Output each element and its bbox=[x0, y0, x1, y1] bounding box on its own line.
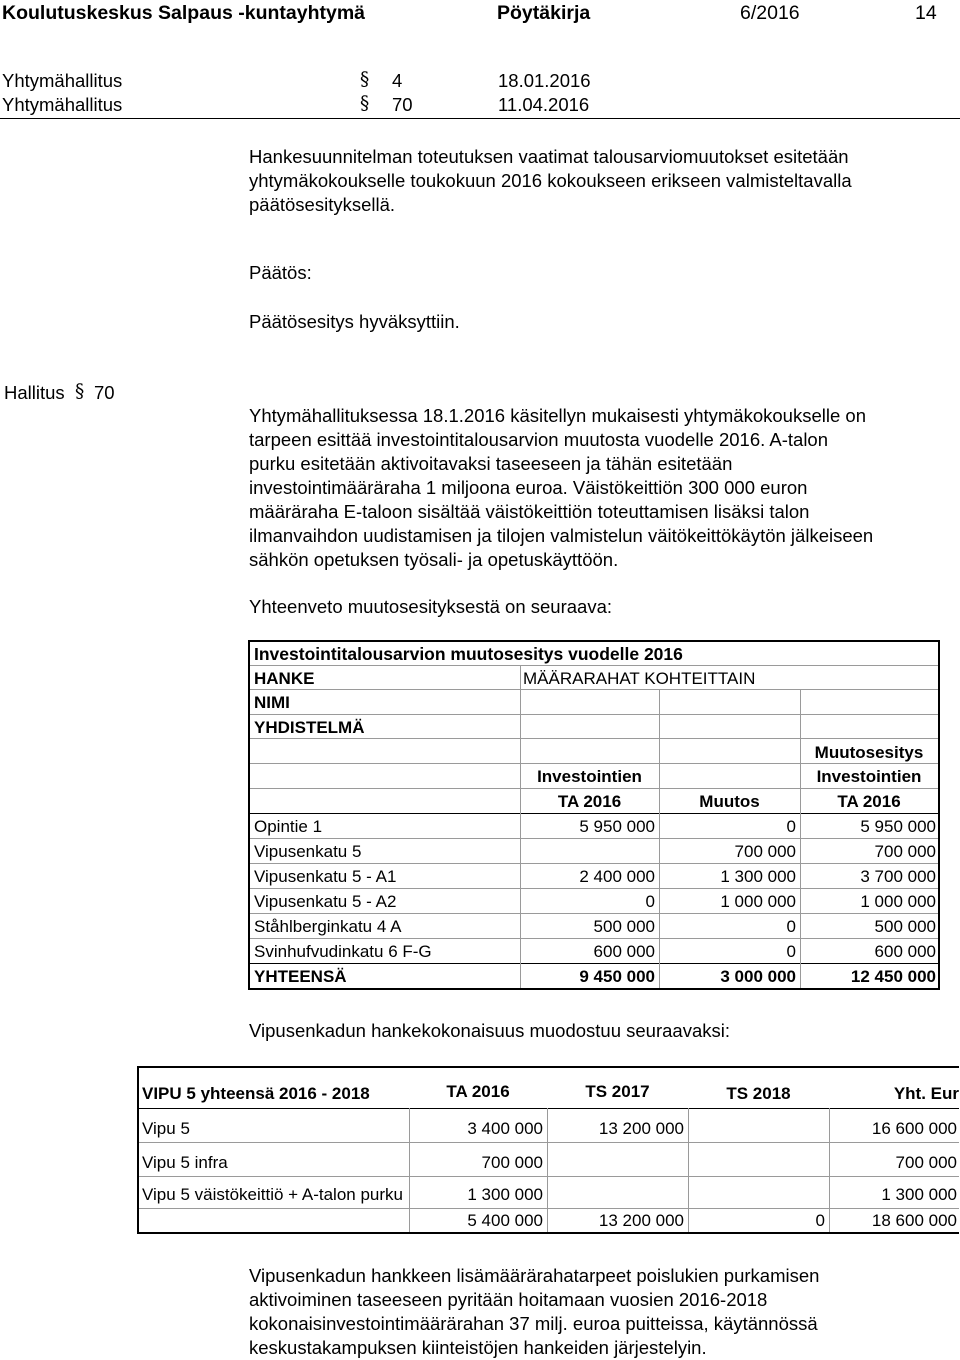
col-header-total: Yht. Eur bbox=[893, 1084, 959, 1103]
org-name: Koulutuskeskus Salpaus -kuntayhtymä bbox=[2, 2, 366, 24]
text-line: sähkön opetuksen työsali- ja opetuskäyttöön. bbox=[249, 549, 619, 570]
row-total: 700 000 bbox=[895, 1153, 957, 1172]
header-investointien: Investointien bbox=[816, 767, 922, 786]
ref-number: 70 bbox=[392, 94, 413, 115]
paragraph-hallitus bbox=[249, 404, 954, 572]
text-line: purku esitetään aktivoitavaksi taseeseen ja tähän esitetään bbox=[249, 453, 733, 474]
text-line: määräraha E-taloon sisältää väistökeittiön toteuttamisen lisäksi talon bbox=[249, 501, 810, 522]
section-sign: § bbox=[360, 93, 370, 114]
row-ts2018: 0 bbox=[815, 1211, 825, 1230]
header-divider bbox=[0, 118, 960, 119]
row-name: Vipu 5 bbox=[142, 1119, 190, 1138]
header-muutosesitys: Muutosesitys bbox=[814, 743, 924, 762]
hallitus-label: Hallitus bbox=[4, 382, 65, 403]
section-sign: § bbox=[360, 69, 370, 90]
table-title: Investointitalousarvion muutosesitys vuodelle 2016 bbox=[254, 644, 683, 664]
total-new: 12 450 000 bbox=[850, 967, 936, 986]
text-line: Hankesuunnitelman toteutuksen vaatimat talousarviomuutokset esitetään bbox=[249, 146, 849, 167]
row-ta: 0 bbox=[645, 892, 655, 911]
row-total: 16 600 000 bbox=[871, 1119, 957, 1138]
row-name: Vipusenkatu 5 - A1 bbox=[254, 867, 397, 886]
ref-body: Yhtymähallitus bbox=[2, 94, 123, 115]
row-name: Vipusenkatu 5 - A2 bbox=[254, 892, 397, 911]
header-ta-2016: TA 2016 bbox=[557, 792, 622, 811]
row-muutos: 0 bbox=[786, 942, 796, 961]
col-header-ts2018: TS 2018 bbox=[726, 1084, 791, 1103]
row-total: 1 300 000 bbox=[881, 1185, 957, 1204]
row-name: Ståhlberginkatu 4 A bbox=[254, 917, 402, 936]
text-line: ilmanvaihdon uudistamisen ja tilojen valmistelun väitökeittökäytön jälkeiseen bbox=[249, 525, 874, 546]
doc-type: Pöytäkirja bbox=[497, 2, 591, 24]
col-header-ts2017: TS 2017 bbox=[585, 1082, 650, 1101]
row-new: 500 000 bbox=[874, 917, 936, 936]
summary-intro: Yhteenveto muutosesityksestä on seuraava: bbox=[249, 596, 613, 617]
row-ta2016: 3 400 000 bbox=[467, 1119, 543, 1138]
text-line: Vipusenkadun hankkeen lisämäärärahatarpeet poislukien purkamisen bbox=[249, 1265, 820, 1286]
ref-number: 4 bbox=[392, 70, 403, 91]
row-name: Vipu 5 infra bbox=[142, 1153, 228, 1172]
row-muutos: 1 000 000 bbox=[720, 892, 796, 911]
row-new: 5 950 000 bbox=[860, 817, 936, 836]
text-line: keskustakampuksen kiinteistöjen hankeiden järjestelyin. bbox=[249, 1337, 707, 1358]
decision-label: Päätös: bbox=[249, 262, 312, 283]
row-new: 600 000 bbox=[874, 942, 936, 961]
paragraph-closing bbox=[249, 1264, 954, 1360]
row-ts2017: 13 200 000 bbox=[598, 1119, 684, 1138]
total-muutos: 3 000 000 bbox=[720, 967, 796, 986]
header-ta-2016: TA 2016 bbox=[837, 792, 901, 811]
col-yhdistelma: YHDISTELMÄ bbox=[254, 718, 365, 737]
row-muutos: 700 000 bbox=[734, 842, 796, 861]
row-name: Vipusenkatu 5 bbox=[254, 842, 362, 861]
page-number: 14 bbox=[915, 2, 937, 24]
col-hanke: HANKE bbox=[254, 669, 315, 688]
paragraph-intro bbox=[249, 145, 954, 217]
row-ta2016: 700 000 bbox=[481, 1153, 543, 1172]
row-name: Svinhufvudinkatu 6 F-G bbox=[254, 942, 432, 961]
text-line: aktivoiminen taseeseen pyritään hoitamaan vuosien 2016-2018 bbox=[249, 1289, 768, 1310]
row-total: 18 600 000 bbox=[871, 1211, 957, 1230]
row-ta2016: 5 400 000 bbox=[467, 1211, 543, 1230]
ref-date: 18.01.2016 bbox=[498, 70, 591, 91]
ref-date: 11.04.2016 bbox=[498, 94, 590, 115]
row-ta: 2 400 000 bbox=[579, 867, 655, 886]
row-new: 3 700 000 bbox=[860, 867, 936, 886]
ref-body: Yhtymähallitus bbox=[2, 70, 123, 91]
text-line: Yhtymähallituksessa 18.1.2016 käsitellyn mukaisesti yhtymäkokoukselle on bbox=[249, 405, 866, 426]
text-line: kokonaisinvestointimäärärahan 37 milj. euroa puitteissa, käytännössä bbox=[249, 1313, 818, 1334]
doc-number: 6/2016 bbox=[740, 2, 800, 24]
decision-text: Päätösesitys hyväksyttiin. bbox=[249, 311, 460, 332]
text-line: investointimääräraha 1 miljoona euroa. Väistökeittiön 300 000 euron bbox=[249, 477, 808, 498]
row-muutos: 0 bbox=[786, 917, 796, 936]
col-nimi: NIMI bbox=[254, 693, 290, 712]
row-new: 1 000 000 bbox=[860, 892, 936, 911]
vipu-intro: Vipusenkadun hankekokonaisuus muodostuu seuraavaksi: bbox=[249, 1020, 730, 1041]
vipu-project-table bbox=[137, 1066, 959, 1234]
row-ta: 500 000 bbox=[593, 917, 655, 936]
header-investointien: Investointien bbox=[537, 767, 642, 786]
hallitus-number: 70 bbox=[94, 382, 115, 403]
total-label: YHTEENSÄ bbox=[254, 967, 347, 986]
total-ta: 9 450 000 bbox=[579, 967, 655, 986]
row-ta2016: 1 300 000 bbox=[467, 1185, 543, 1204]
row-name: Opintie 1 bbox=[254, 817, 323, 836]
text-line: päätösesityksellä. bbox=[249, 194, 396, 215]
col-header-project: VIPU 5 yhteensä 2016 - 2018 bbox=[142, 1084, 370, 1103]
col-maararahat: MÄÄRARAHAT KOHTEITTAIN bbox=[523, 669, 756, 688]
row-muutos: 1 300 000 bbox=[720, 867, 796, 886]
text-line: yhtymäkokoukselle toukokuun 2016 kokoukseen erikseen valmisteltavalla bbox=[249, 170, 852, 191]
investment-budget-table bbox=[248, 640, 940, 990]
row-ta: 600 000 bbox=[593, 942, 655, 961]
row-ts2017: 13 200 000 bbox=[598, 1211, 684, 1230]
header-muutos: Muutos bbox=[699, 792, 760, 811]
row-new: 700 000 bbox=[874, 842, 936, 861]
row-name: Vipu 5 väistökeittiö + A-talon purku bbox=[142, 1185, 403, 1204]
text-line: tarpeen esittää investointitalousarvion muutosta vuodelle 2016. A-talon bbox=[249, 429, 829, 450]
section-sign: § bbox=[75, 381, 85, 402]
col-header-ta2016: TA 2016 bbox=[446, 1082, 510, 1101]
row-ta: 5 950 000 bbox=[579, 817, 655, 836]
row-muutos: 0 bbox=[786, 817, 796, 836]
